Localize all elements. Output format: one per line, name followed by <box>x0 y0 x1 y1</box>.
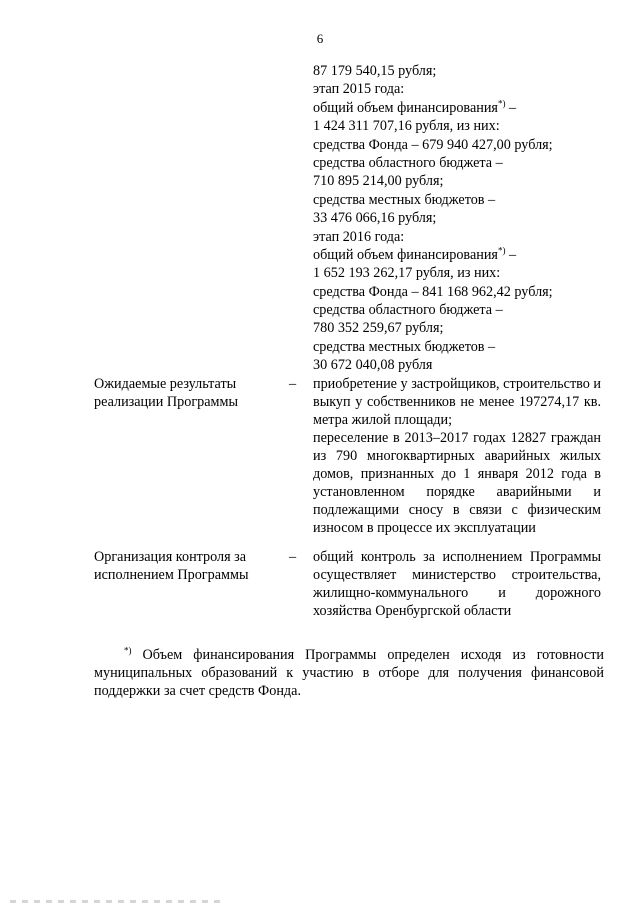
financing-line-text: общий объем финансирования <box>313 99 498 116</box>
financing-line-text: средства Фонда – 679 940 427,00 рубля; <box>313 136 553 153</box>
financing-line <box>313 301 613 319</box>
financing-line <box>313 209 613 227</box>
financing-line <box>313 264 613 282</box>
footnote-reference: *) <box>497 245 506 256</box>
financing-line-dash: – <box>505 99 517 116</box>
page-number: 6 <box>316 31 324 46</box>
financing-line <box>313 99 613 117</box>
financing-line-text: 710 895 214,00 рубля; <box>313 173 444 190</box>
financing-line <box>313 283 613 301</box>
financing-line-text: средства Фонда – 841 168 962,42 рубля; <box>313 283 553 300</box>
financing-line-text: 87 179 540,15 рубля; <box>313 63 437 79</box>
financing-line <box>313 117 613 135</box>
footnote <box>94 646 604 700</box>
scan-artifact <box>10 900 220 903</box>
financing-line-text: средства областного бюджета – <box>313 154 503 171</box>
financing-line-text: 33 476 066,16 рубля; <box>313 210 437 227</box>
results-paragraph-2: переселение в 2013–2017 годах 12827 граждан из 790 многоквартирных аварийных жилых домов, признанных до 1 января 2012 года в установленном порядке аварийными и подлежащими сносу в связи с физическим износом в процессе их эксплуатации <box>313 430 601 536</box>
control-value <box>313 548 601 620</box>
financing-line <box>313 62 613 80</box>
control-paragraph-1: общий контроль за исполнением Программы осуществляет министерство строительства, жилищно-коммунального и дорожного хозяйства Оренбургской области <box>313 549 601 619</box>
financing-line-text: 780 352 259,67 рубля; <box>313 320 444 337</box>
financing-line <box>313 356 613 374</box>
financing-line <box>313 136 613 154</box>
footnote-text: Объем финансирования Программы определен исходя из готовности муниципальных образований к участию в отборе для получения финансовой поддержки за счет средств Фонда. <box>94 647 604 699</box>
financing-line-text: 1 652 193 262,17 рубля, из них: <box>313 265 501 282</box>
financing-block <box>313 62 613 375</box>
footnote-marker: *) <box>124 645 132 656</box>
results-paragraph-1: приобретение у застройщиков, строительство и выкуп у собственников не менее 197274,17 кв. метра жилой площади; <box>313 376 601 428</box>
financing-line-text: средства областного бюджета – <box>313 302 503 319</box>
results-dash: – <box>289 376 297 392</box>
financing-line <box>313 338 613 356</box>
financing-line-dash: – <box>505 246 517 263</box>
financing-line-text: 1 424 311 707,16 рубля, из них: <box>313 118 500 135</box>
financing-line <box>313 246 613 264</box>
control-dash: – <box>289 549 297 565</box>
results-label: Ожидаемые результаты реализации Программы <box>94 376 239 410</box>
financing-line <box>313 154 613 172</box>
control-label: Организация контроля за исполнением Программы <box>94 549 249 583</box>
financing-line <box>313 228 613 246</box>
financing-line-text: этап 2016 года: <box>313 228 405 245</box>
financing-line <box>313 80 613 98</box>
financing-line <box>313 191 613 209</box>
footnote-reference: *) <box>497 98 506 109</box>
financing-line-text: общий объем финансирования <box>313 246 498 263</box>
financing-line-text: 30 672 040,08 рубля <box>313 357 433 374</box>
financing-line-text: средства местных бюджетов – <box>313 338 496 355</box>
financing-line-text: этап 2015 года: <box>313 81 405 98</box>
financing-line <box>313 319 613 337</box>
results-value <box>313 375 601 537</box>
financing-line <box>313 172 613 190</box>
financing-line-text: средства местных бюджетов – <box>313 191 496 208</box>
